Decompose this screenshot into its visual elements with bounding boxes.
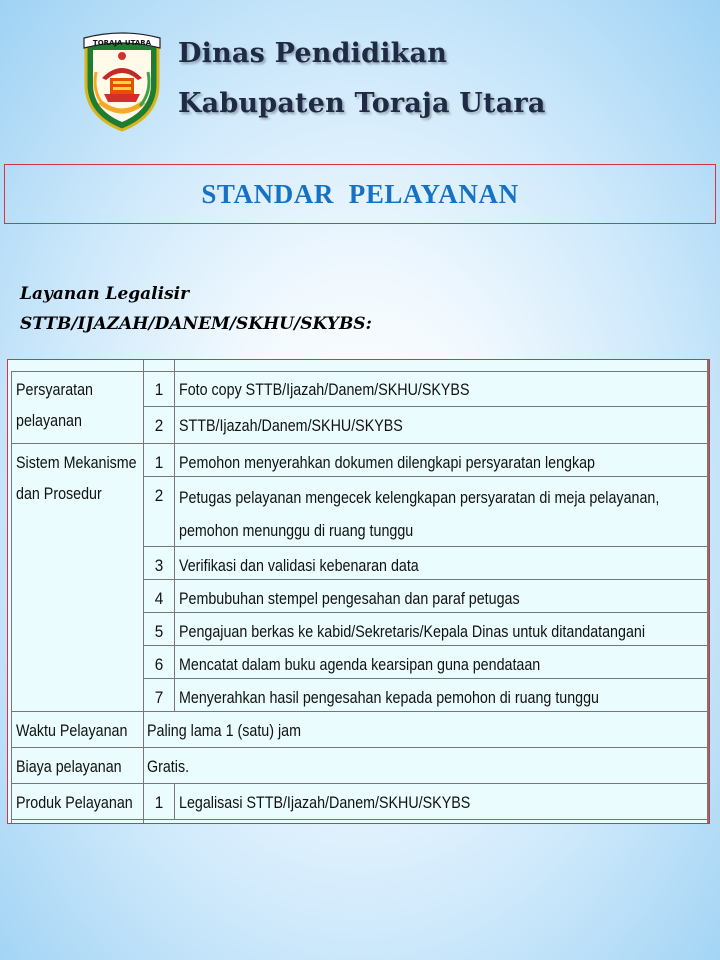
page-title: STANDAR PELAYANAN xyxy=(201,178,519,209)
table-row: Pengajuan berkas ke kabid/Sekretaris/Kepala Dinas untuk ditandatangani xyxy=(174,613,709,646)
row-label-waktu: Waktu Pelayanan xyxy=(11,712,143,748)
table-row-number: 5 xyxy=(143,613,174,646)
row-label-persyaratan: Persyaratan pelayanan xyxy=(11,371,143,444)
page-title-box xyxy=(4,164,716,224)
table-row-number: 4 xyxy=(143,580,174,613)
table-row-number: 2 xyxy=(143,407,174,444)
table-row: Foto copy STTB/Ijazah/Danem/SKHU/SKYBS xyxy=(174,371,709,407)
table-row: Petugas pelayanan mengecek kelengkapan persyaratan di meja pelayanan, pemohon menunggu di ruang tunggu xyxy=(174,477,709,547)
table-row: STTB/Ijazah/Danem/SKHU/SKYBS xyxy=(174,407,709,444)
header-line-2: Kabupaten Toraja Utara xyxy=(178,88,546,119)
row-value-waktu: Paling lama 1 (satu) jam xyxy=(143,712,709,748)
table-row-number: 6 xyxy=(143,646,174,679)
service-standard-table xyxy=(7,359,710,824)
table-row-number: 1 xyxy=(143,444,174,477)
subtitle-line-1: Layanan Legalisir xyxy=(20,284,190,304)
table-row: Menyerahkan hasil pengesahan kepada pemohon di ruang tunggu xyxy=(174,679,709,712)
table-row-cut-off xyxy=(143,820,709,824)
row-label-produk: Produk Pelayanan xyxy=(11,784,143,820)
table-row-number: 3 xyxy=(143,547,174,580)
table-right-edge xyxy=(707,360,709,824)
row-label-biaya: Biaya pelayanan xyxy=(11,748,143,784)
table-row: Mencatat dalam buku agenda kearsipan guna pendataan xyxy=(174,646,709,679)
table-row-number: 1 xyxy=(143,784,174,820)
emblem-scroll-text: TORAJA UTARA xyxy=(92,39,152,47)
toraja-utara-emblem xyxy=(80,32,164,132)
table-row-number: 1 xyxy=(143,371,174,407)
table-row: Verifikasi dan validasi kebenaran data xyxy=(174,547,709,580)
subtitle-line-2: STTB/IJAZAH/DANEM/SKHU/SKYBS: xyxy=(20,314,372,334)
row-label-sistem: Sistem Mekanisme dan Prosedur xyxy=(11,444,143,712)
row-value-biaya: Gratis. xyxy=(143,748,709,784)
table-row: Pembubuhan stempel pengesahan dan paraf petugas xyxy=(174,580,709,613)
table-row-number: 7 xyxy=(143,679,174,712)
header-line-1: Dinas Pendidikan xyxy=(178,38,448,69)
table-row-number: 2 xyxy=(143,477,174,547)
table-row: Legalisasi STTB/Ijazah/Danem/SKHU/SKYBS xyxy=(174,784,709,820)
table-row-cut-off xyxy=(11,820,143,824)
table-row: Pemohon menyerahkan dokumen dilengkapi persyaratan lengkap xyxy=(174,444,709,477)
